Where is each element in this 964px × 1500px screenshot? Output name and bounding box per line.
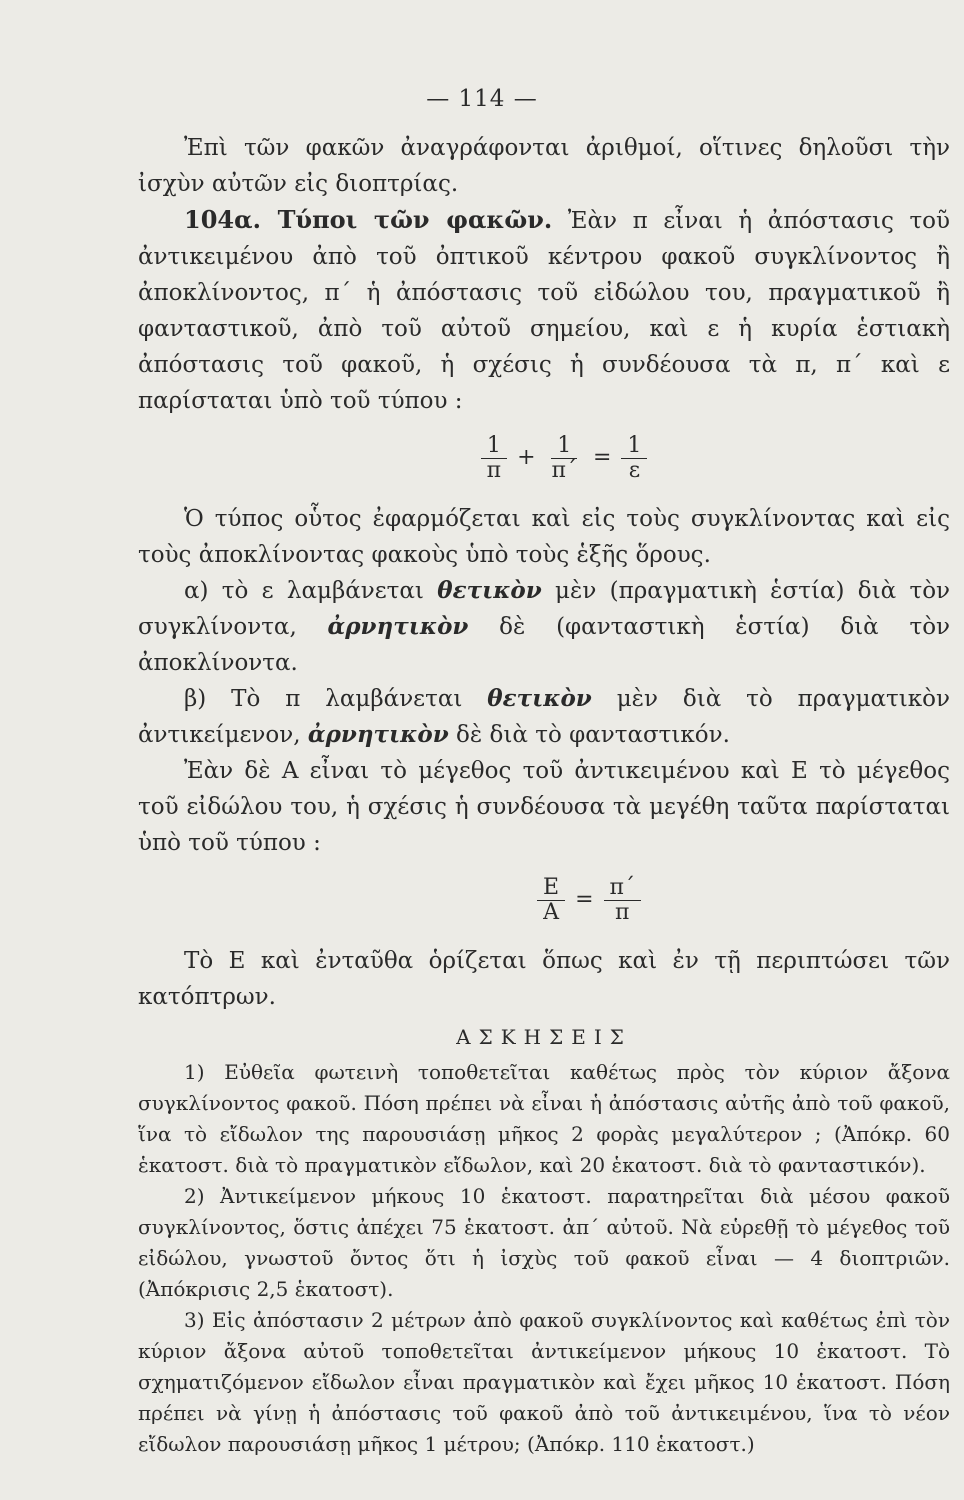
exercise-item: 2) Ἀντικείμενον μήκους 10 ἑκατοστ. παρατηρεῖται διὰ μέσου φακοῦ συγκλίνοντος, ὅστις ἀπέχει 75 ἑκατοστ. ἀπ΄ αὐτοῦ. Νὰ εὑρεθῇ τὸ μέγεθος τοῦ εἰδώλου, γνωστοῦ ὄντος ὅτι ἡ ἰσχὺς τοῦ φακοῦ εἶναι — 4 διοπτριῶν. (Ἀπόκρισις 2,5 ἑκατοστ). (138, 1184, 950, 1301)
numerator: 1 (481, 434, 507, 459)
rule-a-negative: ἀρνητικὸν (327, 613, 469, 640)
equals-sign: = (592, 445, 612, 470)
denominator: Α (543, 899, 559, 925)
page-number: — 114 — (426, 86, 538, 112)
rule-a-text: α) τὸ ε λαμβάνεται (184, 578, 424, 604)
rule-b-text: μὲν διὰ τὸ πραγματικὸν ἀντικείμενον, (138, 686, 951, 748)
section-text: Ἐὰν π εἶναι ἡ ἀπόστασις τοῦ ἀντικειμένου ἀπὸ τοῦ ὀπτικοῦ κέντρου φακοῦ συγκλίνοντος ἢ ἀποκλίνοντος, π΄ ἡ ἀπόστασις τοῦ εἰδώλου του, πραγματικοῦ ἢ φανταστικοῦ, ἀπὸ τοῦ αὐτοῦ σημείου, καὶ ε ἡ κυρία ἑστιακὴ ἀπόστασις τοῦ φακοῦ, ἡ σχέσις ἡ συνδέουσα τὰ π, π΄ καὶ ε παρίσταται ὑπὸ τοῦ τύπου : (138, 208, 951, 414)
equals-sign: = (575, 887, 594, 912)
numerator: Ε (537, 876, 565, 901)
fraction-e-over-a (537, 876, 565, 925)
fraction-p-prime-over-p (604, 876, 641, 925)
denominator: π (615, 899, 630, 925)
rule-a-positive: θετικὸν (437, 577, 542, 604)
denominator: ε (628, 457, 641, 483)
denominator: π (486, 457, 502, 483)
plus-sign: + (517, 445, 536, 470)
fraction-1-over-p (481, 434, 507, 483)
page-body (138, 130, 950, 1460)
rule-a (138, 573, 950, 681)
numerator: 1 (621, 434, 647, 459)
paragraph-intro: Ἐπὶ τῶν φακῶν ἀναγράφονται ἀριθμοί, οἵτινες δηλοῦσι τὴν ἰσχὺν αὐτῶν εἰς διοπτρίας. (138, 135, 950, 197)
fraction-1-over-p-prime (546, 434, 583, 483)
rule-b-text: δὲ διὰ τὸ φανταστικόν. (456, 722, 730, 748)
lens-equation (138, 423, 950, 493)
exercises-heading: ΑΣΚΗΣΕΙΣ (456, 1025, 632, 1049)
section-heading: 104α. Τύποι τῶν φακῶν. (184, 205, 553, 234)
exercise-item: 1) Εὐθεῖα φωτεινὴ τοποθετεῖται καθέτως πρὸς τὸν κύριον ἄξονα συγκλίνοντος φακοῦ. Πόση πρέπει νὰ εἶναι ἡ ἀπόστασις αὐτῆς ἀπὸ τοῦ φακοῦ, ἵνα τὸ εἴδωλον της παρουσιάσῃ μῆκος 2 φορὰς μεγαλύτερον ; (Ἀπόκρ. 60 ἑκατοστ. διὰ τὸ πραγματικὸν εἴδωλον, καὶ 20 ἑκατοστ. διὰ τὸ φανταστικόν). (138, 1060, 950, 1177)
rule-a-text: δὲ (φανταστικὴ ἑστία) διὰ τὸν ἀποκλίνοντα. (138, 614, 951, 676)
exercise-item: 3) Εἰς ἀπόστασιν 2 μέτρων ἀπὸ φακοῦ συγκλίνοντος καὶ καθέτως ἐπὶ τὸν κύριον ἄξονα αὐτοῦ τοποθετεῖται ἀντικείμενον μήκους 10 ἑκατοστ. Τὸ σχηματιζόμενον εἴδωλον εἶναι πραγματικὸν καὶ ἔχει μῆκος 10 ἑκατοστ. Πόση πρέπει νὰ γίνῃ ἡ ἀπόστασις τοῦ φακοῦ ἀπὸ τοῦ ἀντικειμένου, ἵνα τὸ νέον εἴδωλον παρουσιάσῃ μῆκος 1 μέτρου; (Ἀπόκρ. 110 ἑκατοστ.) (138, 1308, 950, 1456)
numerator: π΄ (604, 876, 641, 901)
denominator: π΄ (551, 457, 577, 483)
rule-b-positive: θετικὸν (487, 685, 592, 712)
paragraph-magnification: Ἐὰν δὲ Α εἶναι τὸ μέγεθος τοῦ ἀντικειμένου καὶ Ε τὸ μέγεθος τοῦ εἰδώλου του, ἡ σχέσις ἡ συνδέουσα τὰ μεγέθη ταῦτα παρίσταται ὑπὸ τοῦ τύπου : (138, 758, 950, 856)
rule-b-negative: ἀρνητικὸν (307, 721, 449, 748)
paragraph-section-104a (138, 202, 950, 419)
rule-a-text: μὲν (πραγματικὴ ἑστία) διὰ τὸν συγκλίνοντα, (138, 578, 951, 640)
magnification-equation (138, 865, 950, 935)
paragraph-mirrors: Τὸ Ε καὶ ἐνταῦθα ὁρίζεται ὅπως καὶ ἐν τῇ περιπτώσει τῶν κατόπτρων. (138, 948, 950, 1010)
fraction-1-over-e (621, 434, 647, 483)
rule-b (138, 681, 950, 753)
paragraph-application: Ὁ τύπος οὗτος ἐφαρμόζεται καὶ εἰς τοὺς συγκλίνοντας καὶ εἰς τοὺς ἀποκλίνοντας φακοὺς ὑπὸ τοὺς ἑξῆς ὅρους. (138, 506, 950, 568)
numerator: 1 (551, 434, 577, 459)
rule-b-text: β) Τὸ π λαμβάνεται (184, 686, 463, 712)
